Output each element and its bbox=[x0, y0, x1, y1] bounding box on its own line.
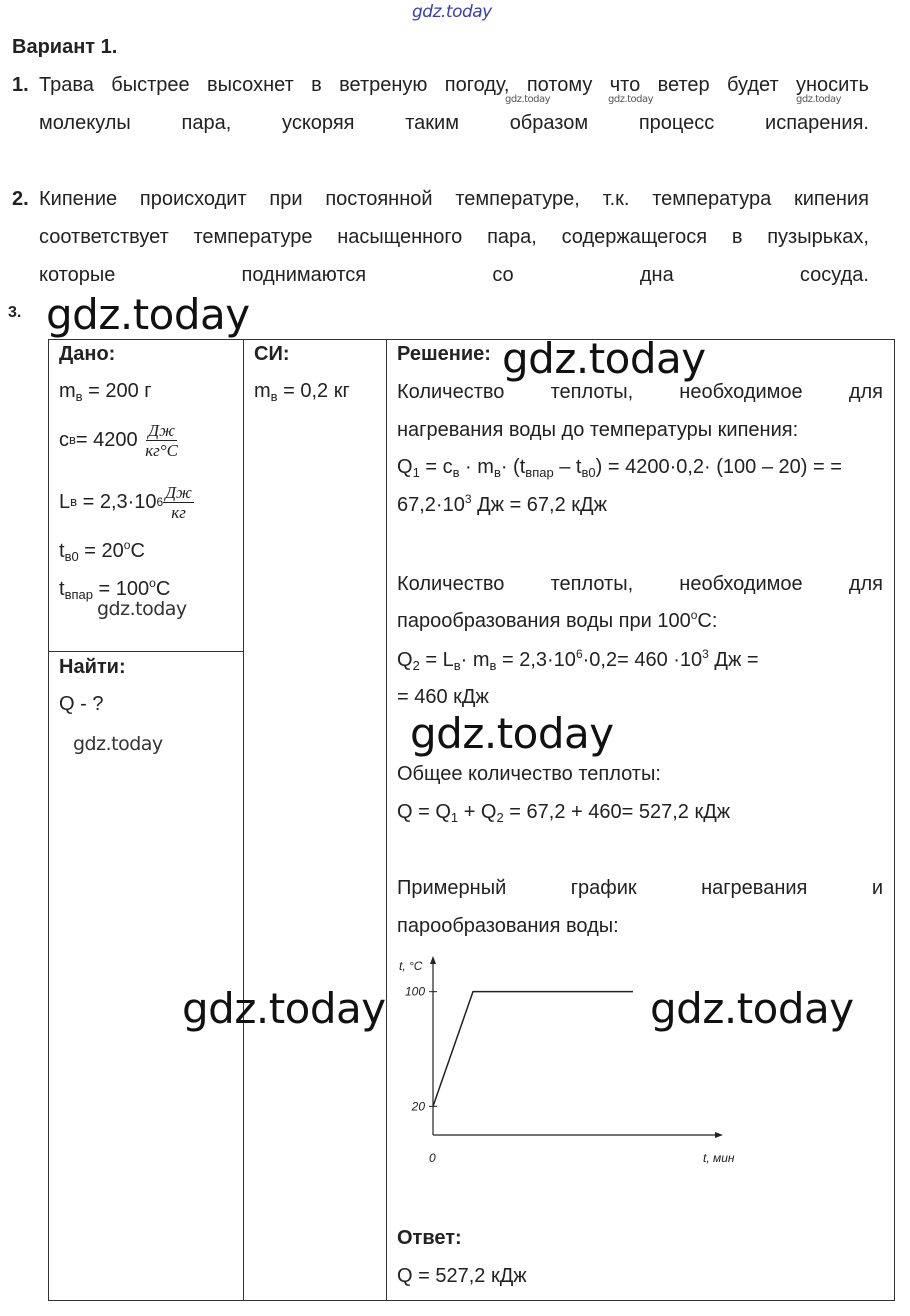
solution-graph-line-2: парообразования воды: bbox=[397, 915, 619, 937]
item-2-word: температуре, bbox=[455, 188, 580, 210]
item-2-word: со bbox=[492, 264, 514, 286]
item-2-word: происходит bbox=[139, 188, 247, 210]
item-2-word: Кипение bbox=[39, 188, 118, 210]
series-line bbox=[433, 992, 633, 1107]
item-1-word: образом bbox=[509, 112, 589, 134]
item-2-word: пузырьках, bbox=[767, 226, 869, 248]
watermark-big-4: gdz.today bbox=[182, 984, 386, 1033]
watermark-top: gdz.today bbox=[412, 2, 492, 22]
item-1-word: ветреную bbox=[339, 74, 428, 96]
find-value: Q - ? bbox=[59, 693, 104, 715]
item-1-line-1 bbox=[39, 74, 869, 96]
solution-p2-line-2: парообразования воды при 100$^o$C: bbox=[397, 608, 718, 632]
y-tick-label: 100 bbox=[404, 984, 425, 999]
item-2-word: при bbox=[269, 188, 303, 210]
solution-p1-word: необходимое bbox=[679, 381, 803, 403]
solution-p2-word: теплоты, bbox=[550, 573, 634, 595]
solution-q1-formula: $Q_1 = c_в \cdot m_в\cdot (t_{впар} - t_{в0}) = 4200\cdot 0,2\cdot (100 - 20)$ = = bbox=[397, 456, 842, 480]
item-2-word: дна bbox=[639, 264, 674, 286]
item-1-word: потому bbox=[526, 74, 593, 96]
item-2-line-2 bbox=[39, 226, 869, 248]
watermark-mid-2: gdz.today bbox=[73, 733, 163, 755]
solution-total-label: Общее количество теплоты: bbox=[397, 763, 661, 785]
item-1-word: процесс bbox=[638, 112, 715, 134]
given-initial-temperature: $t_{в0} = 20^oC$ bbox=[59, 538, 145, 564]
item-1-word: будет bbox=[727, 74, 779, 96]
table-bottom-border bbox=[48, 1300, 895, 1301]
given-L-unit-fraction: $\frac{Дж}{кг}$ bbox=[165, 482, 192, 522]
item-1-word: быстрее bbox=[111, 74, 190, 96]
watermark-tiny-3: gdz.today bbox=[796, 94, 842, 105]
chart-marks bbox=[433, 992, 633, 1107]
si-mass: $m_в = 0,2$ кг bbox=[254, 380, 350, 404]
answer-value: Q = 527,2 кДж bbox=[397, 1265, 527, 1287]
y-tick-label: 20 bbox=[411, 1099, 425, 1114]
item-2-word: поднимаются bbox=[241, 264, 367, 286]
item-1-word: таким bbox=[405, 112, 459, 134]
item-2-line-3 bbox=[39, 264, 869, 286]
solution-p1-word: Количество bbox=[397, 381, 505, 403]
item-1-word: молекулы bbox=[39, 112, 131, 134]
item-2-word: которые bbox=[39, 264, 116, 286]
item-2-word: температуре bbox=[193, 226, 313, 248]
si-heading: СИ: bbox=[254, 343, 290, 365]
item-2-line-1 bbox=[39, 188, 869, 210]
table-left-border bbox=[48, 339, 49, 1301]
solution-q1-result: $67,2\cdot 10^3$ Дж = 67,2 кДж bbox=[397, 492, 607, 516]
item-2-word: насыщенного bbox=[337, 226, 463, 248]
solution-graph-word: и bbox=[871, 877, 883, 899]
solution-p2-word: необходимое bbox=[679, 573, 803, 595]
answer-heading: Ответ: bbox=[397, 1227, 462, 1249]
solution-p1-word: для bbox=[848, 381, 883, 403]
table-right-border bbox=[894, 339, 895, 1301]
watermark-mid-1: gdz.today bbox=[97, 598, 187, 620]
item-1-word: погоду, bbox=[444, 74, 510, 96]
solution-p1-line-2: нагревания воды до температуры кипения: bbox=[397, 419, 799, 441]
watermark-big-3: gdz.today bbox=[410, 709, 614, 758]
solution-graph-line-1 bbox=[397, 877, 883, 899]
item-2-word: в bbox=[731, 226, 743, 248]
given-heading: Дано: bbox=[59, 343, 116, 365]
given-boiling-temperature: $t_{впар} = 100^oC$ bbox=[59, 576, 171, 602]
solution-graph-word: график bbox=[570, 877, 637, 899]
solution-q2-result: = 460 кДж bbox=[397, 686, 489, 708]
watermark-big-2: gdz.today bbox=[502, 334, 706, 383]
y-axis-label: t, °C bbox=[399, 959, 423, 973]
given-latent-heat: L в = 2,3·10 6 $\frac{Дж}{кг}$ bbox=[59, 482, 192, 522]
solution-q2-formula: $Q_2 = L_в\cdot m_в = 2,3\cdot 10^6\cdot 0,2= 460 \cdot 10^3$ Дж = bbox=[397, 647, 759, 673]
item-2-word: т.к. bbox=[602, 188, 630, 210]
item-3-number: 3. bbox=[8, 304, 22, 321]
item-1-word: пара, bbox=[181, 112, 232, 134]
origin-label: 0 bbox=[429, 1151, 436, 1165]
item-2-word: температура bbox=[652, 188, 772, 210]
item-2-word: сосуда. bbox=[799, 264, 869, 286]
table-divider-2 bbox=[386, 339, 387, 1301]
item-1-line-2 bbox=[39, 112, 869, 134]
watermark-tiny-1: gdz.today bbox=[505, 94, 551, 105]
solution-p2-word: для bbox=[848, 573, 883, 595]
item-1-word: в bbox=[311, 74, 322, 96]
solution-p1-line-1 bbox=[397, 381, 883, 403]
item-1-word: высохнет bbox=[206, 74, 294, 96]
item-1-word: что bbox=[609, 74, 641, 96]
item-2-word: кипения bbox=[794, 188, 869, 210]
item-1-word: уносить bbox=[796, 74, 869, 96]
given-c-unit-fraction: $\frac{Дж}{кг^\circ C}$ bbox=[145, 420, 178, 460]
x-axis-arrow bbox=[715, 1132, 723, 1138]
y-axis-arrow bbox=[430, 956, 436, 964]
table-top-border bbox=[48, 339, 895, 340]
item-1-word: испарения. bbox=[765, 112, 869, 134]
given-mass: $m_в = 200$ г bbox=[59, 380, 152, 404]
item-2-word: пара, bbox=[487, 226, 537, 248]
heating-chart bbox=[390, 950, 735, 1170]
variant-title: Вариант 1. bbox=[12, 36, 118, 58]
solution-p1-word: теплоты, bbox=[550, 381, 634, 403]
solution-p2-word: Количество bbox=[397, 573, 505, 595]
solution-graph-word: Примерный bbox=[397, 877, 507, 899]
solution-total-formula: $Q = Q_1 + Q_2 = 67,2 + 460= 527,2$ кДж bbox=[397, 801, 731, 825]
given-find-divider bbox=[48, 651, 243, 652]
item-1-word: ветер bbox=[657, 74, 710, 96]
table-divider-1 bbox=[243, 339, 244, 1301]
item-2-number: 2. bbox=[12, 188, 29, 210]
item-2-word: постоянной bbox=[325, 188, 433, 210]
item-1-number: 1. bbox=[12, 74, 29, 96]
find-heading: Найти: bbox=[59, 656, 126, 678]
item-1-word: Трава bbox=[39, 74, 94, 96]
x-axis-label: t, мин bbox=[703, 1151, 735, 1165]
watermark-big-5: gdz.today bbox=[650, 984, 854, 1033]
solution-graph-word: нагревания bbox=[701, 877, 808, 899]
item-2-word: содержащегося bbox=[561, 226, 708, 248]
item-1-word: ускоряя bbox=[282, 112, 355, 134]
solution-p2-line-1 bbox=[397, 573, 883, 595]
watermark-big-1: gdz.today bbox=[46, 290, 250, 339]
given-specific-heat: c в = 4200 $\frac{Дж}{кг^\circ C}$ bbox=[59, 420, 178, 460]
item-2-word: соответствует bbox=[39, 226, 169, 248]
watermark-tiny-2: gdz.today bbox=[608, 94, 654, 105]
solution-heading: Решение: bbox=[397, 343, 491, 365]
